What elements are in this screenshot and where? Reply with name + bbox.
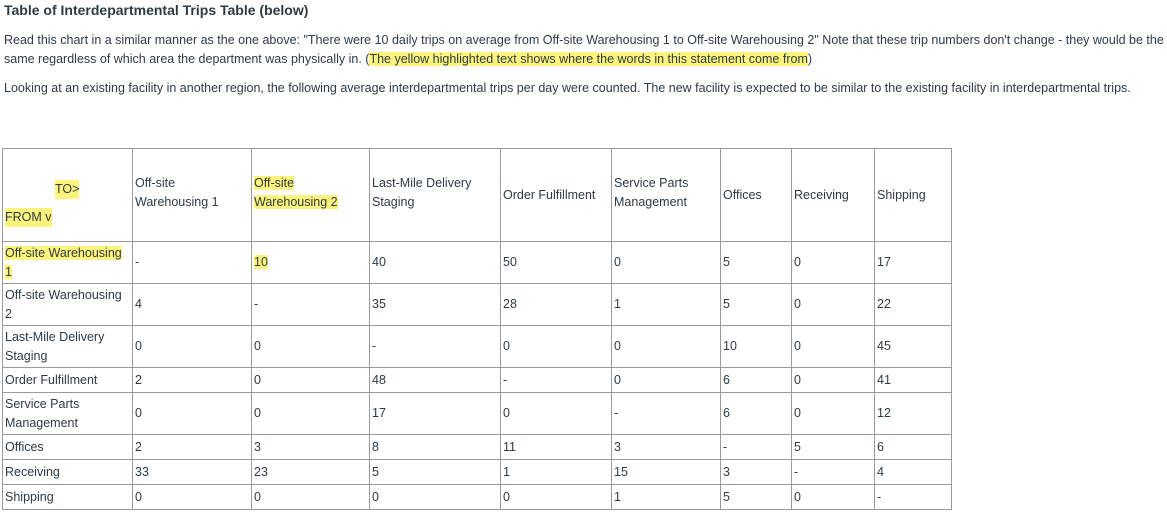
table-cell: 6 (721, 393, 792, 435)
table-cell: 5 (370, 460, 501, 485)
row-header: Order Fulfillment (3, 368, 133, 393)
column-header: Order Fulfillment (501, 149, 612, 242)
table-row (3, 368, 952, 393)
trips-table (2, 148, 952, 510)
table-cell: 40 (370, 242, 501, 284)
column-header: Shipping (875, 149, 952, 242)
table-cell: 1 (612, 485, 721, 510)
intro-paragraph (4, 31, 1164, 69)
column-header: Off-site Warehousing 1 (133, 149, 252, 242)
table-cell: 0 (252, 485, 370, 510)
table-cell: 48 (370, 368, 501, 393)
intro-text: Read this chart in a similar manner as the one above: "There were 10 daily trips on average from Off-site Warehousing 1 to Off-site Warehousing 2" Note that these trip numbers don't change - they would be the same regardless of which area the department was physically in. ( (4, 33, 1164, 66)
table-cell: 3 (721, 460, 792, 485)
table-row (3, 284, 952, 326)
table-cell: 0 (133, 326, 252, 368)
column-header: Last-Mile Delivery Staging (370, 149, 501, 242)
table-cell: 0 (133, 393, 252, 435)
table-cell: 0 (792, 284, 875, 326)
column-header (252, 149, 370, 242)
row-header: Offices (3, 435, 133, 460)
row-header: Shipping (3, 485, 133, 510)
table-cell: 15 (612, 460, 721, 485)
table-cell: 1 (612, 284, 721, 326)
row-header: Off-site Warehousing 2 (3, 284, 133, 326)
table-row (3, 460, 952, 485)
table-cell: 17 (875, 242, 952, 284)
table-cell: 11 (501, 435, 612, 460)
table-cell: - (252, 284, 370, 326)
column-header: Receiving (792, 149, 875, 242)
table-cell: - (370, 326, 501, 368)
table-cell: 0 (252, 368, 370, 393)
table-cell: 0 (792, 242, 875, 284)
table-cell (252, 242, 370, 284)
table-cell: 0 (252, 393, 370, 435)
table-cell: 0 (792, 393, 875, 435)
table-cell: 12 (875, 393, 952, 435)
context-paragraph: Looking at an existing facility in another region, the following average interdepartmental trips per day were counted. The new facility is expected to be similar to the existing facility in interdepartmental trips. (4, 81, 1131, 95)
table-cell: 10 (721, 326, 792, 368)
table-cell: 4 (133, 284, 252, 326)
table-cell: 0 (501, 485, 612, 510)
table-row (3, 435, 952, 460)
table-cell: - (792, 460, 875, 485)
row-header: Service Parts Management (3, 393, 133, 435)
table-row (3, 393, 952, 435)
table-cell: 6 (721, 368, 792, 393)
table-cell: 3 (252, 435, 370, 460)
table-cell: 2 (133, 368, 252, 393)
table-cell: 35 (370, 284, 501, 326)
table-cell: 5 (792, 435, 875, 460)
table-cell: - (612, 393, 721, 435)
row-header-highlighted: Off-site Warehousing 1 (5, 245, 122, 279)
table-cell: - (501, 368, 612, 393)
table-cell: - (721, 435, 792, 460)
table-cell: 0 (792, 368, 875, 393)
table-cell: 6 (875, 435, 952, 460)
table-cell: 0 (501, 393, 612, 435)
table-cell: 3 (612, 435, 721, 460)
table-cell-highlighted: 10 (254, 255, 268, 269)
table-cell: 50 (501, 242, 612, 284)
row-header: Last-Mile Delivery Staging (3, 326, 133, 368)
table-row (3, 326, 952, 368)
table-cell: 33 (133, 460, 252, 485)
table-cell: 0 (792, 485, 875, 510)
table-cell: - (875, 485, 952, 510)
table-cell: 5 (721, 284, 792, 326)
table-cell: 5 (721, 242, 792, 284)
row-header (3, 242, 133, 284)
corner-cell (3, 149, 133, 242)
header-row (3, 149, 952, 242)
table-cell: 41 (875, 368, 952, 393)
table-cell: 1 (501, 460, 612, 485)
intro-end: ) (807, 52, 813, 66)
table-cell: 45 (875, 326, 952, 368)
table-cell: 0 (612, 368, 721, 393)
table-cell: 0 (252, 326, 370, 368)
table-cell: 0 (370, 485, 501, 510)
table-cell: 28 (501, 284, 612, 326)
table-cell: 23 (252, 460, 370, 485)
page-title: Table of Interdepartmental Trips Table (below) (4, 2, 309, 18)
row-header: Receiving (3, 460, 133, 485)
highlighted-statement: The yellow highlighted text shows where the words in this statement come from (369, 52, 808, 66)
column-header-highlighted: Off-site Warehousing 2 (254, 176, 338, 209)
table-cell: 0 (501, 326, 612, 368)
table-cell: 17 (370, 393, 501, 435)
table-cell: 5 (721, 485, 792, 510)
table-cell: 0 (133, 485, 252, 510)
from-label: FROM v (5, 208, 52, 227)
column-header: Service Parts Management (612, 149, 721, 242)
to-label: TO> (55, 180, 79, 199)
table-cell: - (133, 242, 252, 284)
table-cell: 0 (612, 242, 721, 284)
table-cell: 2 (133, 435, 252, 460)
table-row (3, 485, 952, 510)
table-cell: 0 (792, 326, 875, 368)
column-header: Offices (721, 149, 792, 242)
table-row (3, 242, 952, 284)
table-cell: 8 (370, 435, 501, 460)
table-cell: 4 (875, 460, 952, 485)
table-cell: 22 (875, 284, 952, 326)
table-cell: 0 (612, 326, 721, 368)
